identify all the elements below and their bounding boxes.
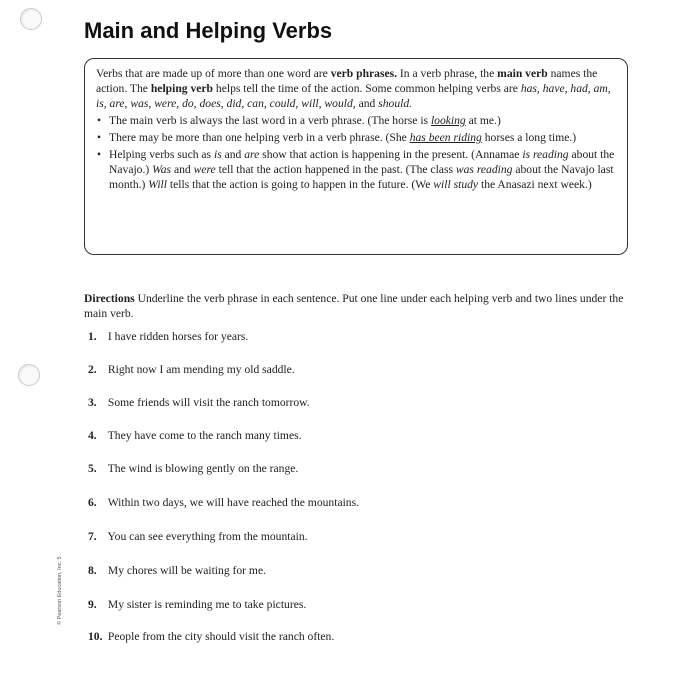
rule-3-were: were: [193, 163, 216, 176]
rule-3-text-f: tell that the action happened in the past. (The class: [215, 163, 456, 176]
directions-text: Underline the verb phrase in each sentence. Put one line under each helping verb and two lines under the main verb.: [84, 292, 624, 320]
copyright-notice: © Pearson Education, Inc. 5: [57, 556, 63, 625]
item-number: 3.: [88, 396, 97, 409]
item-sentence[interactable]: I have ridden horses for years.: [107, 330, 249, 343]
exercise-item-2[interactable]: [88, 363, 295, 376]
item-sentence[interactable]: People from the city should visit the ranch often.: [107, 630, 335, 643]
directions-label: Directions: [84, 292, 135, 305]
rule-item-3: [96, 147, 616, 192]
helping-verb-last: should.: [378, 97, 413, 110]
rule-1-text-c: at me.): [465, 114, 501, 127]
item-number: 1.: [88, 330, 97, 343]
intro-text-4: helps tell the time of the action. Some common helping verbs are: [213, 82, 521, 95]
exercise-item-5[interactable]: [88, 462, 298, 475]
rule-3-text-a: Helping verbs such as: [109, 148, 214, 161]
exercise-item-8[interactable]: [88, 564, 266, 577]
rule-3-example-future: will study: [433, 178, 479, 191]
rules-box: [84, 58, 628, 255]
term-verb-phrases: verb phrases.: [330, 67, 398, 80]
rule-1-text-a: The main verb is always the last word in a verb phrase. (The horse is: [109, 114, 431, 127]
directions: [84, 292, 644, 321]
item-sentence[interactable]: My chores will be waiting for me.: [107, 564, 266, 577]
term-helping-verb: helping verb: [150, 82, 214, 95]
intro-text-2: In a verb phrase, the: [397, 67, 498, 80]
exercise-item-3[interactable]: [88, 396, 310, 409]
rule-3-will: Will: [148, 178, 167, 191]
item-sentence[interactable]: My sister is reminding me to take pictures.: [107, 598, 307, 611]
rule-2-example: has been riding: [409, 131, 482, 144]
rule-3-and: and: [221, 148, 245, 161]
bullet-icon: •: [97, 148, 102, 161]
helping-verb-list: has, have, had, am, is, are, was, were, do, does, did, can, could, will, would,: [96, 82, 611, 110]
bullet-icon: •: [97, 114, 102, 127]
rule-3-text-d: about the Navajo.): [109, 148, 615, 176]
rule-3-example-past: was reading: [455, 163, 513, 176]
exercise-item-1[interactable]: [88, 330, 248, 343]
item-sentence[interactable]: Some friends will visit the ranch tomorrow.: [107, 396, 310, 409]
item-number: 4.: [88, 429, 97, 442]
rule-3-text-i: tells that the action is going to happen in the future. (We: [166, 178, 434, 191]
exercise-item-4[interactable]: [88, 429, 302, 442]
rule-item-2: [96, 130, 616, 145]
exercise-item-6[interactable]: [88, 496, 359, 509]
rule-item-1: [96, 113, 616, 128]
intro-text-1: Verbs that are made up of more than one word are: [96, 67, 331, 80]
item-number: 2.: [88, 363, 97, 376]
term-main-verb: main verb: [497, 67, 548, 80]
rule-3-example-present: is reading: [522, 148, 569, 161]
item-number: 6.: [88, 496, 97, 509]
rule-3-text-b: show that action is happening in the present. (Annamae: [259, 148, 523, 161]
binder-hole-top: [20, 8, 42, 30]
rules-intro: [96, 66, 616, 111]
rule-3-was: Was: [152, 163, 172, 176]
rule-3-text-e: and: [171, 163, 194, 176]
rule-2-text-a: There may be more than one helping verb in a verb phrase. (She: [109, 131, 410, 144]
item-sentence[interactable]: The wind is blowing gently on the range.: [107, 462, 299, 475]
item-sentence[interactable]: Within two days, we will have reached the mountains.: [107, 496, 360, 509]
rule-3-text-h: about the Navajo last month.): [109, 163, 614, 191]
page-title: Main and Helping Verbs: [84, 18, 333, 43]
exercise-item-10[interactable]: [88, 630, 334, 643]
binder-hole-middle: [18, 364, 40, 386]
rule-3-are: are: [244, 148, 260, 161]
rule-3-is: is: [213, 148, 222, 161]
intro-text-3: names the action. The: [96, 67, 598, 95]
item-number: 8.: [88, 564, 97, 577]
rule-2-text-c: horses a long time.): [481, 131, 577, 144]
intro-text-5: and: [355, 97, 379, 110]
item-sentence[interactable]: They have come to the ranch many times.: [107, 429, 302, 442]
rules-list: [96, 113, 616, 192]
item-number: 10.: [88, 630, 103, 643]
exercise-item-9[interactable]: [88, 598, 306, 611]
rule-3-text-k: the Anasazi next week.): [478, 178, 592, 191]
bullet-icon: •: [97, 131, 102, 144]
exercise-item-7[interactable]: [88, 530, 308, 543]
item-sentence[interactable]: Right now I am mending my old saddle.: [107, 363, 295, 376]
item-number: 5.: [88, 462, 97, 475]
item-sentence[interactable]: You can see everything from the mountain.: [107, 530, 308, 543]
item-number: 9.: [88, 598, 97, 611]
rule-1-example: looking: [430, 114, 466, 127]
item-number: 7.: [88, 530, 97, 543]
